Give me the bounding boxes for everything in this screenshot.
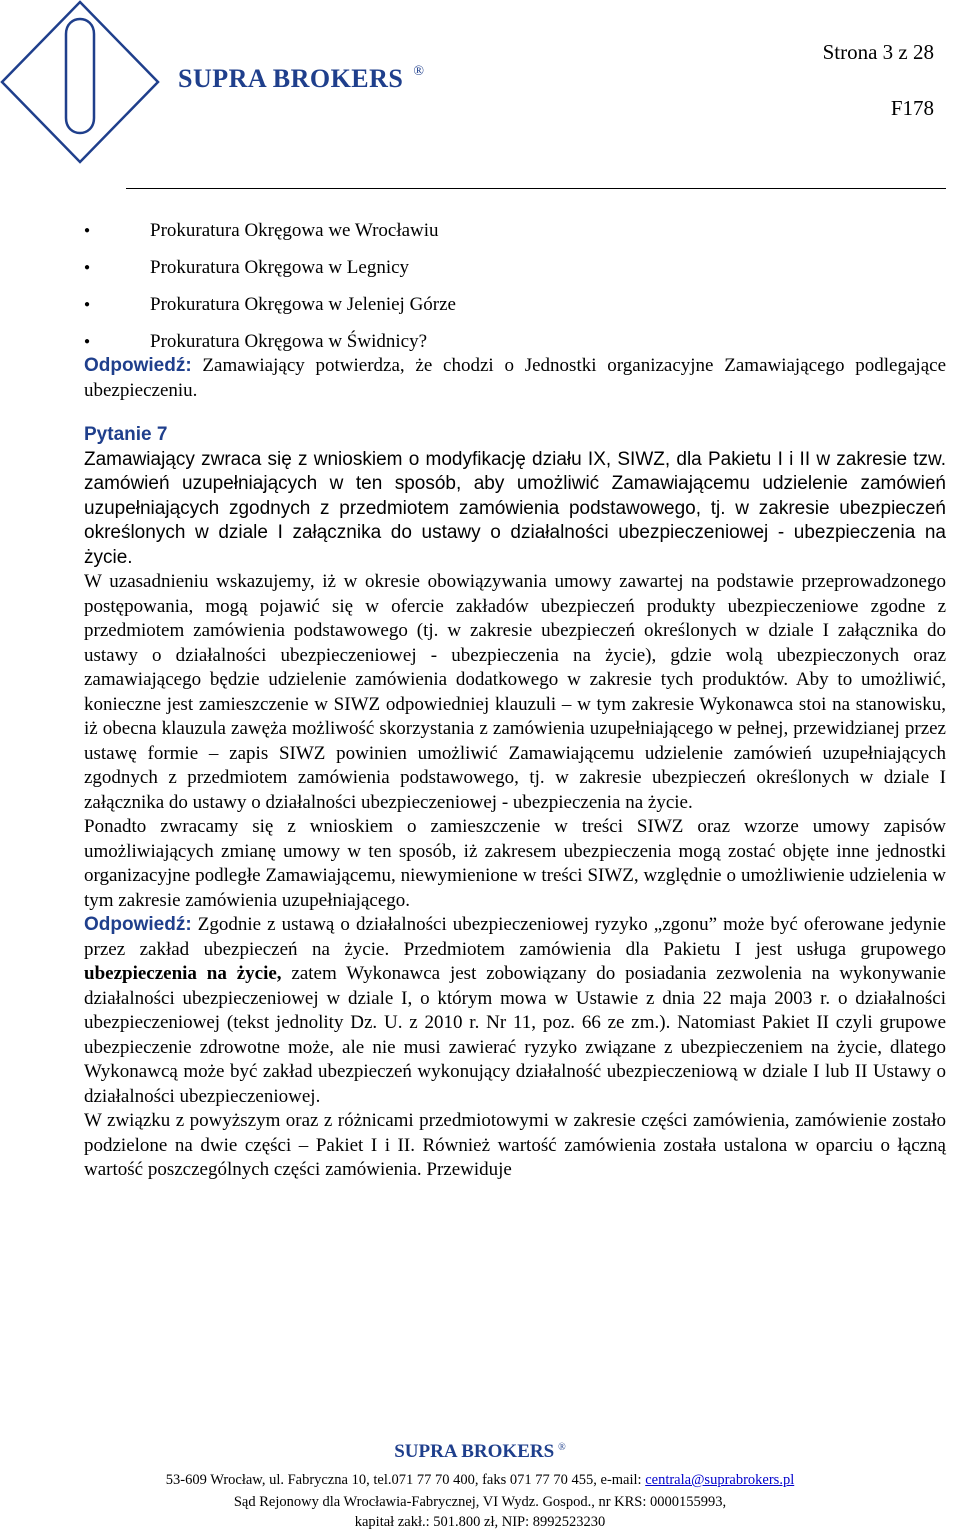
footer-brand: SUPRA BROKERS ® [394,1441,566,1462]
form-code: F178 [890,96,934,120]
answer-label: Odpowiedź: [84,355,192,376]
answer-1: Odpowiedź: Zamawiający potwierdza, że chodzi o Jednostki organizacyjne Zamawiającego podlegające ubezpieczeniu. [84,355,946,401]
question-heading: Pytanie 7 [84,424,168,445]
question-justification: W uzasadnieniu wskazujemy, iż w okresie obowiązywania umowy zawartej na podstawie przeprowadzonego postępowania, mogą pojawić się w ofercie zakładów ubezpieczeń produkty ubezpieczeniowe zgodne z przedmiotem zamówienia podstawowego (tj. w zakresie ubezpieczeń określonych w dziale I załącznika do ustawy o działalności ubezpieczeniowej - ubezpieczenia na życie), gdzie wolą ubezpieczonych oraz zamawiającego będzie udzielenie zamówienia dodatkowego w zakresie tych produktów. Aby to umożliwić, konieczne jest zamieszczenie w SIWZ odpowiedniej klauzuli – w tym zakresie Wykonawca stoi na stanowisku, iż obecna klauzula zawęża możliwość skorzystania z zamówienia uzupełniającego w pełnej, przewidzianej przez ustawę formie – zapis SIWZ powinien umożliwić Zamawiającemu udzielenie zamówień uzupełniających zgodnych z przedmiotem zamówienia podstawowego, tj. w zakresie ubezpieczeń określonych w dziale I załącznika do ustawy o działalności ubezpieczeniowej - ubezpieczenia na życie. [84,571,946,813]
footer-court: Sąd Rejonowy dla Wrocławia-Fabrycznej, VI Wydz. Gospod., nr KRS: 0000155993, [233,1494,727,1510]
header-divider [126,188,946,189]
list-item: ● Prokuratura Okręgowa w Świdnicy? [84,330,946,354]
list-item: ● Prokuratura Okręgowa we Wrocławiu [84,219,946,256]
header-brand: SUPRA BROKERS ® [178,64,425,93]
company-logo-icon [0,0,160,165]
page-number: Strona 3 z 28 [822,40,934,64]
answer-2-continuation: W związku z powyższym oraz z różnicami przedmiotowymi w zakresie części zamówienia, zamówienie zostało podzielone na dwie części – Pakiet I i II. Również wartość zamówienia została ustalona w oparciu o łączną wartość poszczególnych części zamówienia. Przewiduje [84,1110,946,1180]
answer-2: Odpowiedź: Zgodnie z ustawą o działalności ubezpieczeniowej ryzyko „zgonu” może być oferowane jedynie przez zakład ubezpieczeń na życie. Przedmiotem zamówienia dla Pakietu I jest usługa grupowego ubezpieczenia na życie, zatem Wykonawca jest zobowiązany do posiadania zezwolenia na wykonywanie działalności ubezpieczeniowej w dziale I, o którym mowa w Ustawie z dnia 22 maja 2003 r. o działalności ubezpieczeniowej (tekst jednolity Dz. U. z 2010 r. Nr 11, poz. 66 ze zm.). Natomiast Pakiet II czyli grupowe ubezpieczenie zdrowotne może, ale nie musi zawierać ryzyko związane z ubezpieczeniem na życie, dlatego Wykonawcą może być zakład ubezpieczeń wykonujący działalność ubezpieczeniową w dziale I lub II Ustawy o działalności ubezpieczeniowej. [84,914,946,1107]
question-text: Zamawiający zwraca się z wnioskiem o modyfikację działu IX, SIWZ, dla Pakietu I i II w zakresie tzw. zamówień uzupełniających w ten sposób, aby umożliwić Zamawiającemu udzielenie zamówień uzupełniających zgodnych z przedmiotem zamówienia podstawowego, tj. w zakresie ubezpieczeń określonych w dziale I załącznika do ustawy o działalności ubezpieczeniowej - ubezpieczenia na życie. [84,448,946,568]
email-link[interactable]: centrala@suprabrokers.pl [645,1472,795,1488]
footer-address: 53-609 Wrocław, ul. Fabryczna 10, tel.071 77 70 400, faks 071 77 70 455, e-mail: centrala@suprabrokers.pl [165,1472,795,1488]
question-additional-request: Ponadto zwracamy się z wnioskiem o zamieszczenie w treści SIWZ oraz wzorze umowy zapisów umożliwiających zmianę umowy w ten sposób, iż zakresem ubezpieczenia mogą zostać objęte inne jednostki organizacyjne podległe Zamawiającemu, niewymienione w treści SIWZ, względnie o umożliwienie udzielenia w tym zakresie zamówienia uzupełniającego. [84,816,946,911]
list-item: ● Prokuratura Okręgowa w Legnicy [84,256,946,293]
emphasis-text: ubezpieczenia na życie, [84,963,282,984]
list-item: ● Prokuratura Okręgowa w Jeleniej Górze [84,293,946,330]
bullet-list [84,219,946,354]
answer-label: Odpowiedź: [84,914,192,935]
document-body [84,219,946,1183]
footer-capital: kapitał zakł.: 501.800 zł, NIP: 8992523230 [354,1514,606,1530]
